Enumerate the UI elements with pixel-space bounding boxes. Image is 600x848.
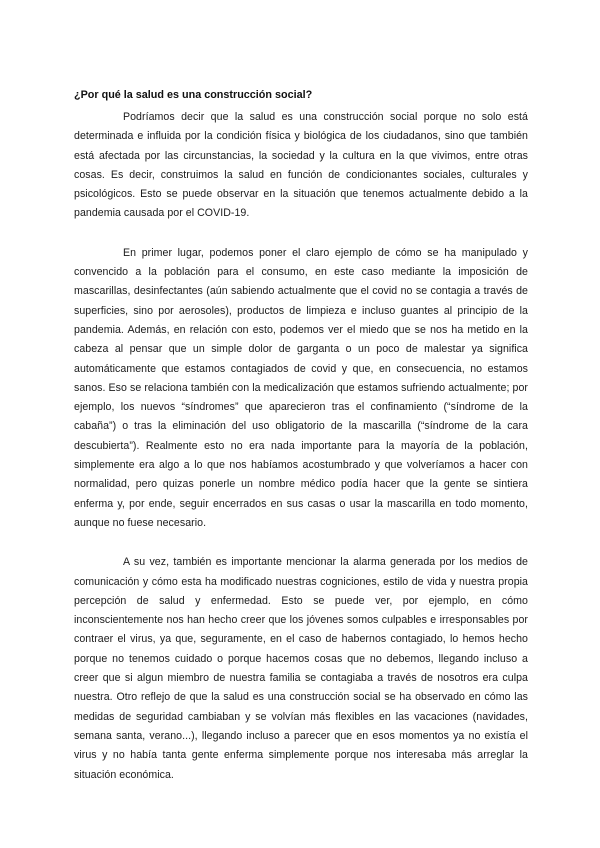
paragraph-2: En primer lugar, podemos poner el claro ejemplo de cómo se ha manipulado y convencido a la población para el consumo, en este caso mediante la imposición de mascarillas, desinfectantes (aún sabiendo actualmente que el covid no se contagia a través de superficies, sino por aerosoles), productos de limpieza e incluso guantes al principio de la pandemia. Además, en relación con esto, podemos ver el miedo que se nos ha metido en la cabeza al pensar que un simple dolor de garganta o un poco de malestar ya significa automáticamente que estamos contagiados de covid y que, en consecuencia, no estamos sanos. Eso se relaciona también con la medicalización que estamos sufriendo actualmente; por ejemplo, los nuevos “síndromes” que aparecieron tras el confinamiento (“síndrome de la cabaña”) o tras la eliminación del uso obligatorio de la mascarilla (“síndrome de la cara descubierta”). Realmente esto no era nada importante para la mayoría de la población, simplemente era algo a lo que nos habíamos acostumbrado y que volveríamos a hacer con normalidad, pero quizas ponerle un nombre médico podía hacer que la gente se sintiera enferma y, por ende, seguir encerrados en sus casas o usar la mascarilla en todo momento, aunque no fuese necesario. — [74, 246, 528, 529]
document-title: ¿Por qué la salud es una construcción social? — [74, 89, 313, 101]
paragraph-3: A su vez, también es importante mencionar la alarma generada por los medios de comunicación y cómo esta ha modificado nuestras cogniciones, estilo de vida y nuestra propia percepción de salud y enfermedad. Esto se puede ver, por ejemplo, en cómo inconscientemente nos han hecho creer que los jóvenes somos culpables e irresponsables por contraer el virus, ya que, seguramente, en el caso de habernos contagiado, lo hemos hecho porque no tenemos cuidado o porque hacemos cosas que no debemos, llegando incluso a creer que si algun miembro de nuestra familia se contagiaba a través de nosotros era culpa nuestra. Otro reflejo de que la salud es una construcción social se ha observado en cómo las medidas de seguridad cambiaban y se volvían más flexibles en las vacaciones (navidades, semana santa, verano...), llegando incluso a parecer que en esos momentos ya no existía el virus y no había tanta gente enferma simplemente porque nos interesaba más arreglar la situación económica. — [74, 556, 528, 781]
document-body — [74, 87, 528, 805]
paragraph-1: Podríamos decir que la salud es una construcción social porque no solo está determinada e influida por la condición física y biológica de los ciudadanos, sino que también está afectada por las circunstancias, la sociedad y la cultura en la que vivimos, entre otras cosas. Es decir, construimos la salud en función de condicionantes sociales, culturales y psicológicos. Esto se puede observar en la situación que tenemos actualmente debido a la pandemia causada por el COVID-19. — [74, 111, 528, 220]
